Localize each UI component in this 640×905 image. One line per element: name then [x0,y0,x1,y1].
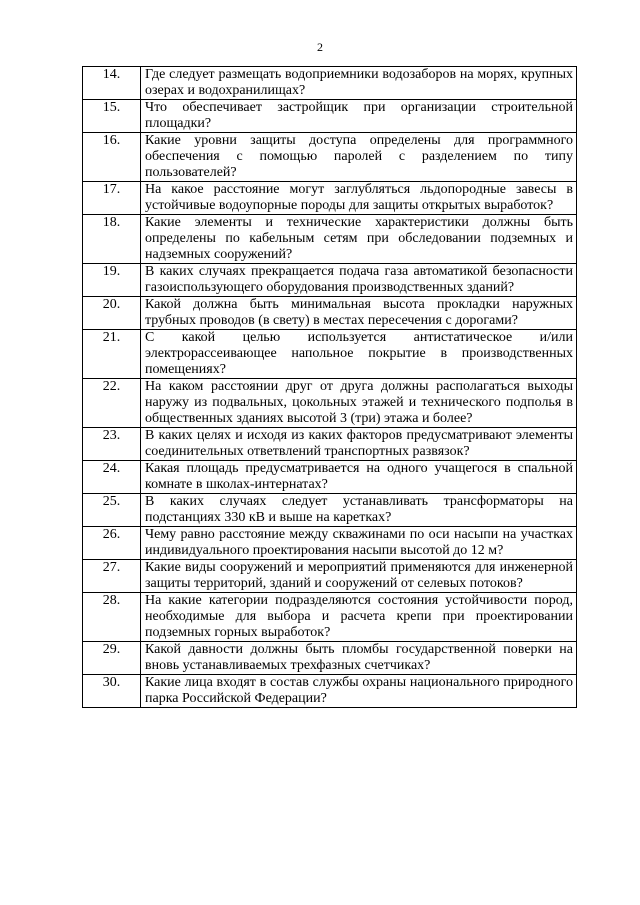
table-row [83,100,577,133]
table-row [83,264,577,297]
table-row [83,593,577,642]
question-number: 19. [83,264,141,297]
question-number: 18. [83,215,141,264]
page-number: 2 [317,40,323,54]
question-text: На какое расстояние могут заглубляться льдопородные завесы в устойчивые водоупорные породы для защиты открытых выработок? [141,182,577,215]
question-number: 21. [83,330,141,379]
questions-table [82,66,577,708]
table-row [83,560,577,593]
table-row [83,494,577,527]
question-text: На каком расстоянии друг от друга должны располагаться выходы наружу из подвальных, цокольных этажей и технического подполья в общественных зданиях высотой 3 (три) этажа и более? [141,379,577,428]
question-text: Что обеспечивает застройщик при организации строительной площадки? [141,100,577,133]
question-number: 27. [83,560,141,593]
table-row [83,215,577,264]
question-text: С какой целью используется антистатическое и/или электрорассеивающее напольное покрытие в производственных помещениях? [141,330,577,379]
question-text: Какие элементы и технические характеристики должны быть определены по кабельным сетям при обследовании подземных и надземных сооружений? [141,215,577,264]
table-row [83,675,577,708]
question-number: 26. [83,527,141,560]
table-row [83,428,577,461]
question-text: Чему равно расстояние между скважинами по оси насыпи на участках индивидуального проектирования насыпи высотой до 12 м? [141,527,577,560]
table-row [83,182,577,215]
question-number: 29. [83,642,141,675]
table-row [83,461,577,494]
table-row [83,133,577,182]
question-text: На какие категории подразделяются состояния устойчивости пород, необходимые для выбора и расчета крепи при проектировании подземных горных выработок? [141,593,577,642]
question-number: 14. [83,67,141,100]
question-text: Какая площадь предусматривается на одного учащегося в спальной комнате в школах-интернатах? [141,461,577,494]
question-number: 25. [83,494,141,527]
question-number: 28. [83,593,141,642]
question-text: Какие виды сооружений и мероприятий применяются для инженерной защиты территорий, зданий и сооружений от селевых потоков? [141,560,577,593]
question-number: 16. [83,133,141,182]
question-text: Где следует размещать водоприемники водозаборов на морях, крупных озерах и водохранилищах? [141,67,577,100]
table-row [83,297,577,330]
table-row [83,330,577,379]
question-text: В каких случаях прекращается подача газа автоматикой безопасности газоиспользующего оборудования производственных зданий? [141,264,577,297]
question-number: 17. [83,182,141,215]
question-number: 15. [83,100,141,133]
question-text: Какие лица входят в состав службы охраны национального природного парка Российской Федерации? [141,675,577,708]
question-text: Какой должна быть минимальная высота прокладки наружных трубных проводов (в свету) в местах пересечения с дорогами? [141,297,577,330]
question-text: В каких целях и исходя из каких факторов предусматривают элементы соединительных ответвлений транспортных развязок? [141,428,577,461]
table-row [83,379,577,428]
question-text: В каких случаях следует устанавливать трансформаторы на подстанциях 330 кВ и выше на каретках? [141,494,577,527]
question-number: 23. [83,428,141,461]
question-number: 20. [83,297,141,330]
question-text: Какие уровни защиты доступа определены для программного обеспечения с помощью паролей с разделением по типу пользователей? [141,133,577,182]
table-row [83,527,577,560]
table-row [83,67,577,100]
question-number: 30. [83,675,141,708]
question-number: 22. [83,379,141,428]
question-text: Какой давности должны быть пломбы государственной поверки на вновь устанавливаемых трехфазных счетчиках? [141,642,577,675]
table-row [83,642,577,675]
question-number: 24. [83,461,141,494]
